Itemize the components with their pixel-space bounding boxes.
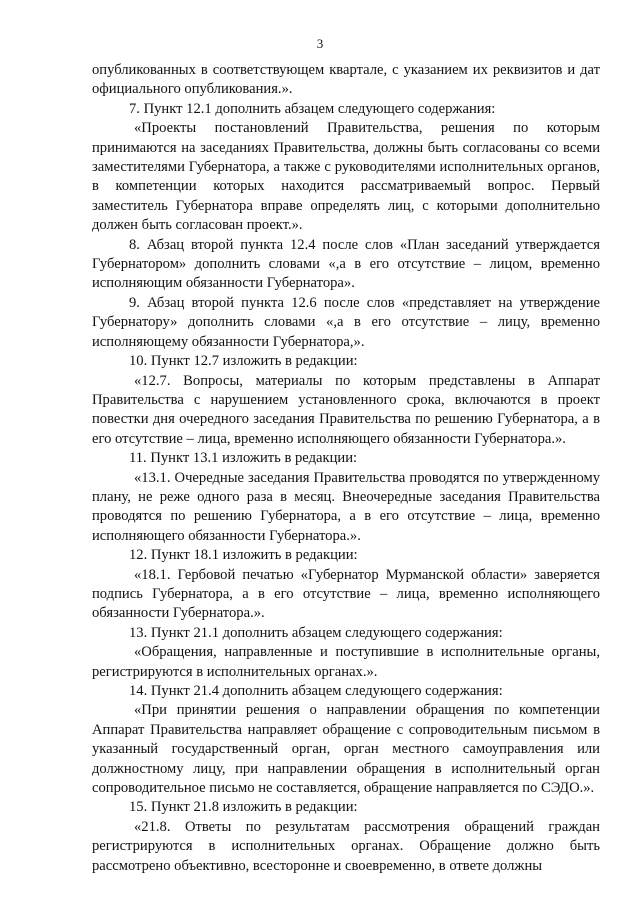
- paragraph-quote-13-1: «13.1. Очередные заседания Правительства проводятся по утвержденному плану, не реже одного раза в месяц. Внеочередные заседания Правительства проводятся по решению Губернатора, а в его отсутствие – лица, временно исполняющего обязанности Губернатора.».: [92, 469, 600, 544]
- paragraph-item-8: 8. Абзац второй пункта 12.4 после слов «План заседаний утверждается Губернатором» дополнить словами «,а в его отсутствие – лицом, временно исполняющим обязанности Губернатора».: [92, 236, 600, 292]
- paragraph-item-13: 13. Пункт 21.1 дополнить абзацем следующего содержания:: [129, 624, 503, 641]
- paragraph-quote-18-1: «18.1. Гербовой печатью «Губернатор Мурманской области» заверяется подпись Губернатора, а в его отсутствие – лица, временно исполняющего обязанности Губернатора.».: [92, 566, 600, 622]
- paragraph-item-14: 14. Пункт 21.4 дополнить абзацем следующего содержания:: [129, 683, 503, 699]
- paragraph-item-12: 12. Пункт 18.1 изложить в редакции:: [129, 547, 358, 564]
- page-number: 3: [316, 36, 324, 51]
- paragraph-item-9: 9. Абзац второй пункта 12.6 после слов «представляет на утверждение Губернатору» дополнить словами «,а в его отсутствие – лицу, временно исполняющему обязанности Губернатора,».: [92, 294, 600, 350]
- paragraph-quote-21-4: «При принятии решения о направлении обращения по компетенции Аппарат Правительства направляет обращение с сопроводительным письмом в указанный государственный орган, орган местного самоуправления или должностному лицу, при направлении обращения в исполнительный орган сопроводительное письмо не составляется, обращение направляется по СЭДО.».: [92, 702, 600, 797]
- paragraph-item-7: 7. Пункт 12.1 дополнить абзацем следующего содержания:: [129, 100, 496, 117]
- document-body: [92, 61, 600, 876]
- paragraph-continuation: опубликованных в соответствующем квартале, с указанием их реквизитов и дат официального опубликования.».: [92, 62, 600, 98]
- paragraph-item-15: 15. Пункт 21.8 изложить в редакции:: [129, 799, 358, 816]
- paragraph-quote-21-8: «21.8. Ответы по результатам рассмотрения обращений граждан регистрируются в исполнительных органах. Обращение должно быть рассмотрено объективно, всесторонне и своевременно, в ответе должны: [92, 818, 600, 874]
- paragraph-quote-12-7: «12.7. Вопросы, материалы по которым представлены в Аппарат Правительства с нарушением установленного срока, включаются в проект повестки дня очередного заседания Правительства по решению Губернатора, а в его отсутствие – лица, временно исполняющего обязанности Губернатора.».: [92, 372, 600, 447]
- paragraph-quote-21-1: «Обращения, направленные и поступившие в исполнительные органы, регистрируются в исполнительных органах.».: [92, 644, 600, 680]
- paragraph-item-10: 10. Пункт 12.7 изложить в редакции:: [129, 353, 358, 370]
- paragraph-item-11: 11. Пункт 13.1 изложить в редакции:: [129, 450, 358, 467]
- paragraph-quote-12-1: «Проекты постановлений Правительства, решения по которым принимаются на заседаниях Правительства, должны быть согласованы со всеми заместителями Губернатора, а также с руководителями исполнительных органов, в компетенции которых находится рассматриваемый вопрос. Первый заместитель Губернатора вправе определять лиц, с которыми дополнительно должен быть согласован проект.».: [92, 120, 600, 234]
